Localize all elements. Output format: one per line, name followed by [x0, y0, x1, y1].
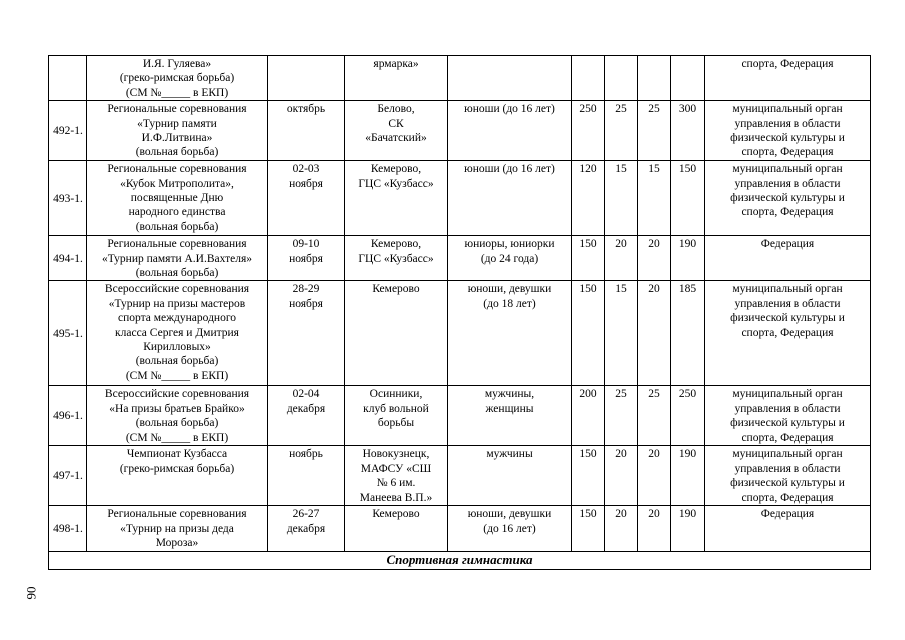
table-row: [49, 101, 871, 161]
count-2: 25: [605, 101, 638, 161]
section-title: Спортивная гимнастика: [49, 551, 871, 569]
count-1: 200: [572, 386, 605, 446]
count-total: 250: [671, 386, 705, 446]
event-number: [49, 56, 87, 101]
count-3: 20: [638, 236, 671, 281]
event-organizer: спорта, Федерация: [705, 56, 871, 101]
event-date: 02-03 ноября: [268, 161, 345, 236]
event-name: Всероссийские соревнования «На призы братьев Брайко» (вольная борьба) (СМ №_____ в ЕКП): [87, 386, 268, 446]
count-2: 20: [605, 506, 638, 551]
event-participants: [448, 56, 572, 101]
event-place: Новокузнецк, МАФСУ «СШ № 6 им. Манеева В.П.»: [345, 446, 448, 506]
event-organizer: муниципальный орган управления в области физической культуры и спорта, Федерация: [705, 386, 871, 446]
event-place: Кемерово: [345, 506, 448, 551]
count-2: 15: [605, 281, 638, 386]
event-name: И.Я. Гуляева» (греко-римская борьба) (СМ №_____ в ЕКП): [87, 56, 268, 101]
table-row: [49, 161, 871, 236]
event-participants: юниоры, юниорки (до 24 года): [448, 236, 572, 281]
count-total: 185: [671, 281, 705, 386]
count-3: 20: [638, 281, 671, 386]
count-total: 190: [671, 506, 705, 551]
event-organizer: Федерация: [705, 236, 871, 281]
count-2: 15: [605, 161, 638, 236]
event-organizer: муниципальный орган управления в области физической культуры и спорта, Федерация: [705, 101, 871, 161]
count-total: 190: [671, 446, 705, 506]
event-name: Всероссийские соревнования «Турнир на призы мастеров спорта международного класса Сергея и Дмитрия Кирилловых» (вольная борьба) (СМ №_____ в ЕКП): [87, 281, 268, 386]
event-place: Белово, СК «Бачатский»: [345, 101, 448, 161]
count-2: [605, 56, 638, 101]
count-2: 25: [605, 386, 638, 446]
event-name: Региональные соревнования «Турнир на призы деда Мороза»: [87, 506, 268, 551]
event-number: 498-1.: [49, 506, 87, 551]
table-row: [49, 281, 871, 386]
event-date: октябрь: [268, 101, 345, 161]
event-participants: юноши, девушки (до 16 лет): [448, 506, 572, 551]
count-3: 25: [638, 386, 671, 446]
count-3: [638, 56, 671, 101]
count-total: 150: [671, 161, 705, 236]
event-number: 495-1.: [49, 281, 87, 386]
table-row: [49, 386, 871, 446]
event-participants: мужчины, женщины: [448, 386, 572, 446]
count-total: 190: [671, 236, 705, 281]
event-participants: юноши (до 16 лет): [448, 101, 572, 161]
event-name: Региональные соревнования «Турнир памяти И.Ф.Литвина» (вольная борьба): [87, 101, 268, 161]
event-date: 09-10 ноября: [268, 236, 345, 281]
count-1: 150: [572, 446, 605, 506]
count-1: 150: [572, 236, 605, 281]
count-3: 20: [638, 446, 671, 506]
event-number: 496-1.: [49, 386, 87, 446]
event-participants: мужчины: [448, 446, 572, 506]
count-total: [671, 56, 705, 101]
event-number: 494-1.: [49, 236, 87, 281]
event-number: 493-1.: [49, 161, 87, 236]
count-1: [572, 56, 605, 101]
count-3: 20: [638, 506, 671, 551]
event-place: ярмарка»: [345, 56, 448, 101]
event-participants: юноши (до 16 лет): [448, 161, 572, 236]
event-date: [268, 56, 345, 101]
event-organizer: муниципальный орган управления в области физической культуры и спорта, Федерация: [705, 281, 871, 386]
page-number: 90: [23, 586, 39, 600]
event-date: 28-29 ноября: [268, 281, 345, 386]
event-place: Кемерово, ГЦС «Кузбасс»: [345, 236, 448, 281]
event-organizer: Федерация: [705, 506, 871, 551]
count-3: 25: [638, 101, 671, 161]
table-row: [49, 56, 871, 101]
event-number: 492-1.: [49, 101, 87, 161]
event-date: 26-27 декабря: [268, 506, 345, 551]
count-1: 150: [572, 506, 605, 551]
event-date: ноябрь: [268, 446, 345, 506]
event-place: Кемерово, ГЦС «Кузбасс»: [345, 161, 448, 236]
event-place: Кемерово: [345, 281, 448, 386]
event-name: Чемпионат Кузбасса (греко-римская борьба): [87, 446, 268, 506]
event-number: 497-1.: [49, 446, 87, 506]
event-place: Осинники, клуб вольной борьбы: [345, 386, 448, 446]
section-row: [49, 551, 871, 569]
schedule-table: [48, 55, 871, 570]
event-name: Региональные соревнования «Кубок Митрополита», посвященные Дню народного единства (вольная борьба): [87, 161, 268, 236]
event-organizer: муниципальный орган управления в области физической культуры и спорта, Федерация: [705, 161, 871, 236]
count-1: 250: [572, 101, 605, 161]
count-total: 300: [671, 101, 705, 161]
event-organizer: муниципальный орган управления в области физической культуры и спорта, Федерация: [705, 446, 871, 506]
count-2: 20: [605, 236, 638, 281]
event-name: Региональные соревнования «Турнир памяти А.И.Вахтеля» (вольная борьба): [87, 236, 268, 281]
count-3: 15: [638, 161, 671, 236]
count-1: 120: [572, 161, 605, 236]
table-row: [49, 236, 871, 281]
event-participants: юноши, девушки (до 18 лет): [448, 281, 572, 386]
count-1: 150: [572, 281, 605, 386]
table-row: [49, 446, 871, 506]
event-date: 02-04 декабря: [268, 386, 345, 446]
table-row: [49, 506, 871, 551]
count-2: 20: [605, 446, 638, 506]
